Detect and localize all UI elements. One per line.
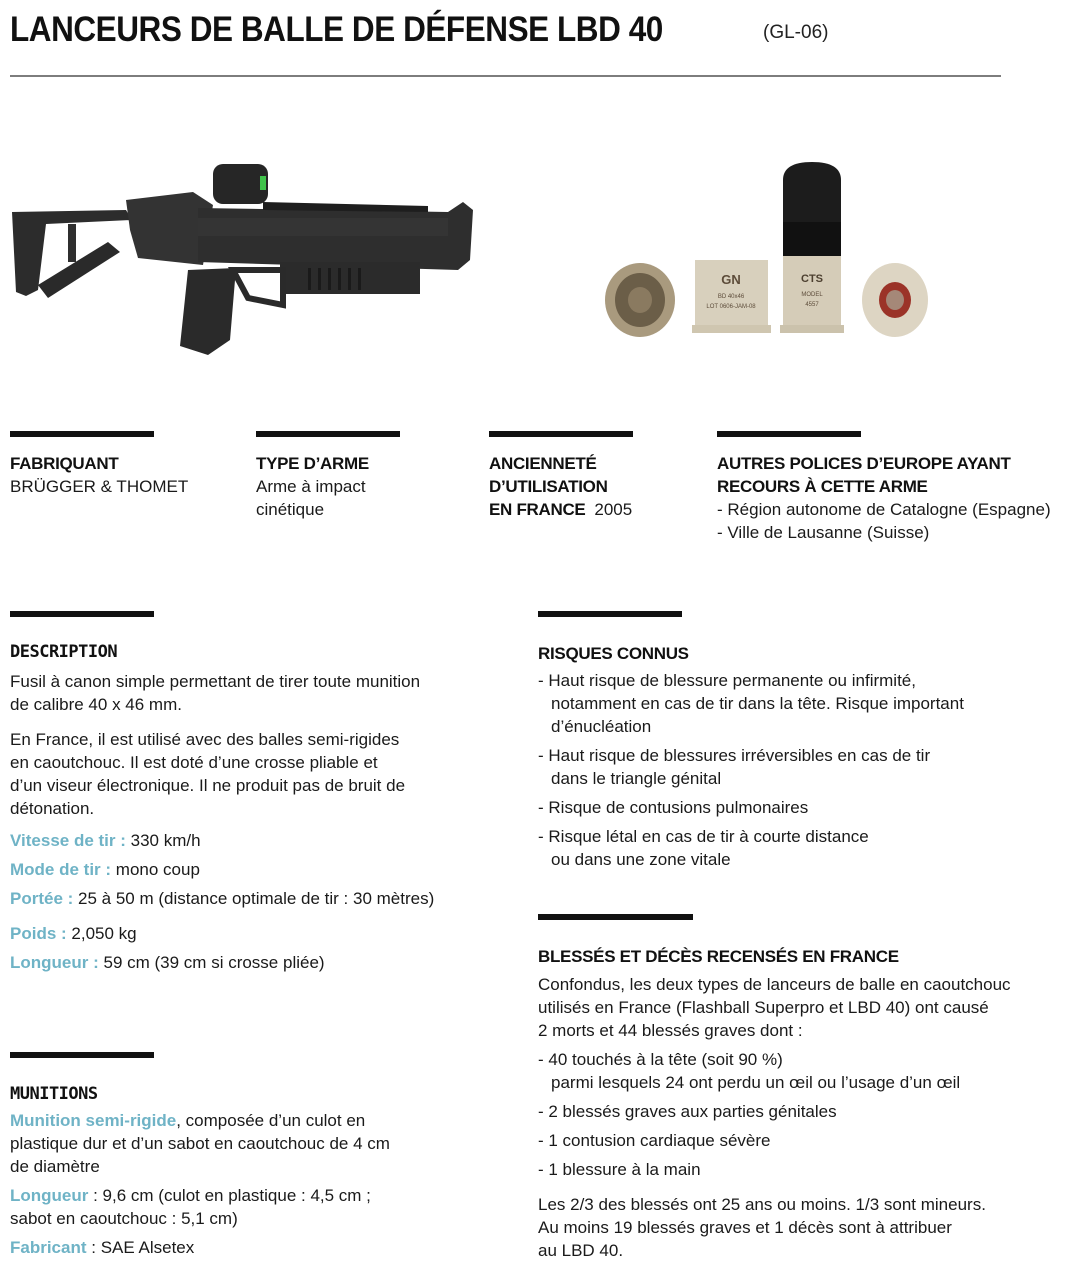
munitions-image bbox=[600, 160, 930, 340]
spec-value: sabot en caoutchouc : 5,1 cm) bbox=[10, 1209, 238, 1228]
risk-line: ou dans une zone vitale bbox=[551, 850, 731, 869]
sight-shape bbox=[213, 164, 268, 204]
risk-line: notamment en cas de tir dans la tête. Risque important bbox=[551, 694, 964, 713]
fact-value: BRÜGGER & THOMET bbox=[10, 477, 189, 496]
casualty-line: parmi lesquels 24 ont perdu un œil ou l’usage d’un œil bbox=[551, 1073, 961, 1092]
grip-shape bbox=[180, 268, 236, 355]
fact-value: cinétique bbox=[256, 500, 325, 519]
spec-value: 330 km/h bbox=[130, 831, 201, 850]
paragraph-line: Les 2/3 des blessés ont 25 ans ou moins. 1/3 sont mineurs. bbox=[538, 1195, 986, 1214]
section-bar bbox=[10, 431, 154, 437]
fact-label: EN FRANCE bbox=[489, 500, 586, 519]
round-label-number: 4557 bbox=[805, 302, 819, 308]
casualty-item bbox=[538, 1100, 1083, 1123]
casualty-line: - 1 blessure à la main bbox=[538, 1160, 701, 1179]
case-label-gn: GN bbox=[721, 272, 741, 287]
risk-line: d’énucléation bbox=[551, 717, 652, 736]
section-heading: RISQUES CONNUS bbox=[538, 644, 689, 663]
risk-item bbox=[538, 669, 1083, 738]
model-code: (GL-06) bbox=[763, 22, 829, 43]
risk-line: dans le triangle génital bbox=[551, 769, 722, 788]
paragraph-line: Au moins 19 blessés graves et 1 décès sont à attribuer bbox=[538, 1218, 952, 1237]
spec-row bbox=[10, 829, 520, 852]
spec-label: Longueur bbox=[10, 1186, 89, 1205]
section-bar bbox=[10, 611, 154, 617]
paragraph-line: Fusil à canon simple permettant de tirer toute munition bbox=[10, 672, 421, 691]
spec-row bbox=[10, 858, 520, 881]
casualty-item bbox=[538, 1048, 1083, 1094]
risk-item bbox=[538, 744, 1083, 790]
spec-value: 25 à 50 m (distance optimale de tir : 30 mètres) bbox=[78, 889, 435, 908]
paragraph-line: utilisés en France (Flashball Superpro et LBD 40) ont causé bbox=[538, 998, 989, 1017]
risk-line: - Haut risque de blessure permanente ou infirmité, bbox=[538, 671, 916, 690]
paragraph-line: de calibre 40 x 46 mm. bbox=[10, 695, 182, 714]
spec-label: Longueur : bbox=[10, 953, 99, 972]
spec-value: : 9,6 cm (culot en plastique : 4,5 cm ; bbox=[88, 1186, 371, 1205]
spec-label: Fabricant bbox=[10, 1238, 87, 1257]
paragraph-line: en caoutchouc. Il est doté d’une crosse pliable et bbox=[10, 753, 378, 772]
fact-value: 2005 bbox=[594, 500, 633, 519]
section-heading: MUNITIONS bbox=[10, 1084, 98, 1104]
spec-row bbox=[10, 922, 520, 945]
section-bar bbox=[538, 611, 682, 617]
round-label-model: MODEL bbox=[801, 292, 823, 298]
list-item: - Ville de Lausanne (Suisse) bbox=[717, 523, 930, 542]
munitions-section bbox=[10, 1083, 520, 1259]
launcher-image bbox=[8, 150, 478, 360]
casualty-item bbox=[538, 1129, 1083, 1152]
list-item: - Région autonome de Catalogne (Espagne) bbox=[717, 500, 1051, 519]
spec-label: Mode de tir : bbox=[10, 860, 112, 879]
section-bar bbox=[717, 431, 861, 437]
spec-value: mono coup bbox=[115, 860, 200, 879]
paragraph-line: 2 morts et 44 blessés graves dont : bbox=[538, 1021, 803, 1040]
spec-label: Portée : bbox=[10, 889, 74, 908]
fact-label: RECOURS À CETTE ARME bbox=[717, 477, 928, 496]
case-label-caliber: BD 40x46 bbox=[717, 294, 745, 300]
munition-type-label: Munition semi-rigide bbox=[10, 1111, 177, 1130]
risk-line: - Risque létal en cas de tir à courte distance bbox=[538, 827, 869, 846]
casualty-line: - 40 touchés à la tête (soit 90 %) bbox=[538, 1050, 783, 1069]
casualty-line: - 2 blessés graves aux parties génitales bbox=[538, 1102, 837, 1121]
paragraph-line: au LBD 40. bbox=[538, 1241, 624, 1260]
fact-weapon-type bbox=[256, 452, 476, 521]
risk-line: - Risque de contusions pulmonaires bbox=[538, 798, 809, 817]
paragraph-line: détonation. bbox=[10, 799, 95, 818]
spec-value: 59 cm (39 cm si crosse pliée) bbox=[103, 953, 325, 972]
fact-label: TYPE D’ARME bbox=[256, 454, 369, 473]
paragraph-line: En France, il est utilisé avec des balles semi-rigides bbox=[10, 730, 400, 749]
paragraph-line: , composée d’un culot en bbox=[176, 1111, 366, 1130]
risk-line: - Haut risque de blessures irréversibles en cas de tir bbox=[538, 746, 931, 765]
casualties-section bbox=[538, 945, 1083, 1262]
fact-label: ANCIENNETÉ bbox=[489, 454, 597, 473]
fact-seniority bbox=[489, 452, 709, 521]
fact-other-police bbox=[717, 452, 1089, 544]
spec-value: : SAE Alsetex bbox=[86, 1238, 195, 1257]
spec-row bbox=[10, 951, 520, 974]
casualty-item bbox=[538, 1158, 1083, 1181]
title-divider bbox=[10, 75, 1001, 77]
paragraph-line: plastique dur et d’un sabot en caoutchouc de 4 cm bbox=[10, 1134, 390, 1153]
case-label-lot: LOT 0606-JAM-08 bbox=[706, 304, 756, 310]
risks-section bbox=[538, 642, 1083, 871]
risk-item bbox=[538, 796, 1083, 819]
fact-manufacturer bbox=[10, 452, 240, 498]
fact-value: Arme à impact bbox=[256, 477, 366, 496]
paragraph-line: Confondus, les deux types de lanceurs de balle en caoutchouc bbox=[538, 975, 1011, 994]
fact-label: FABRIQUANT bbox=[10, 454, 119, 473]
section-bar bbox=[538, 914, 693, 920]
section-heading: BLESSÉS ET DÉCÈS RECENSÉS EN FRANCE bbox=[538, 947, 899, 966]
page-title: LANCEURS DE BALLE DE DÉFENSE LBD 40 bbox=[10, 10, 663, 49]
spec-row bbox=[10, 887, 520, 910]
spec-label: Vitesse de tir : bbox=[10, 831, 126, 850]
section-bar bbox=[10, 1052, 154, 1058]
section-heading: DESCRIPTION bbox=[10, 642, 118, 662]
risk-item bbox=[538, 825, 1083, 871]
paragraph-line: de diamètre bbox=[10, 1157, 100, 1176]
paragraph-line: d’un viseur électronique. Il ne produit pas de bruit de bbox=[10, 776, 406, 795]
round-label-cts: CTS bbox=[801, 273, 823, 285]
spec-label: Poids : bbox=[10, 924, 67, 943]
fact-label: AUTRES POLICES D’EUROPE AYANT bbox=[717, 454, 1011, 473]
section-bar bbox=[256, 431, 400, 437]
section-bar bbox=[489, 431, 633, 437]
casualty-line: - 1 contusion cardiaque sévère bbox=[538, 1131, 771, 1150]
fact-label: D’UTILISATION bbox=[489, 477, 608, 496]
description-section bbox=[10, 641, 520, 974]
spec-value: 2,050 kg bbox=[71, 924, 137, 943]
